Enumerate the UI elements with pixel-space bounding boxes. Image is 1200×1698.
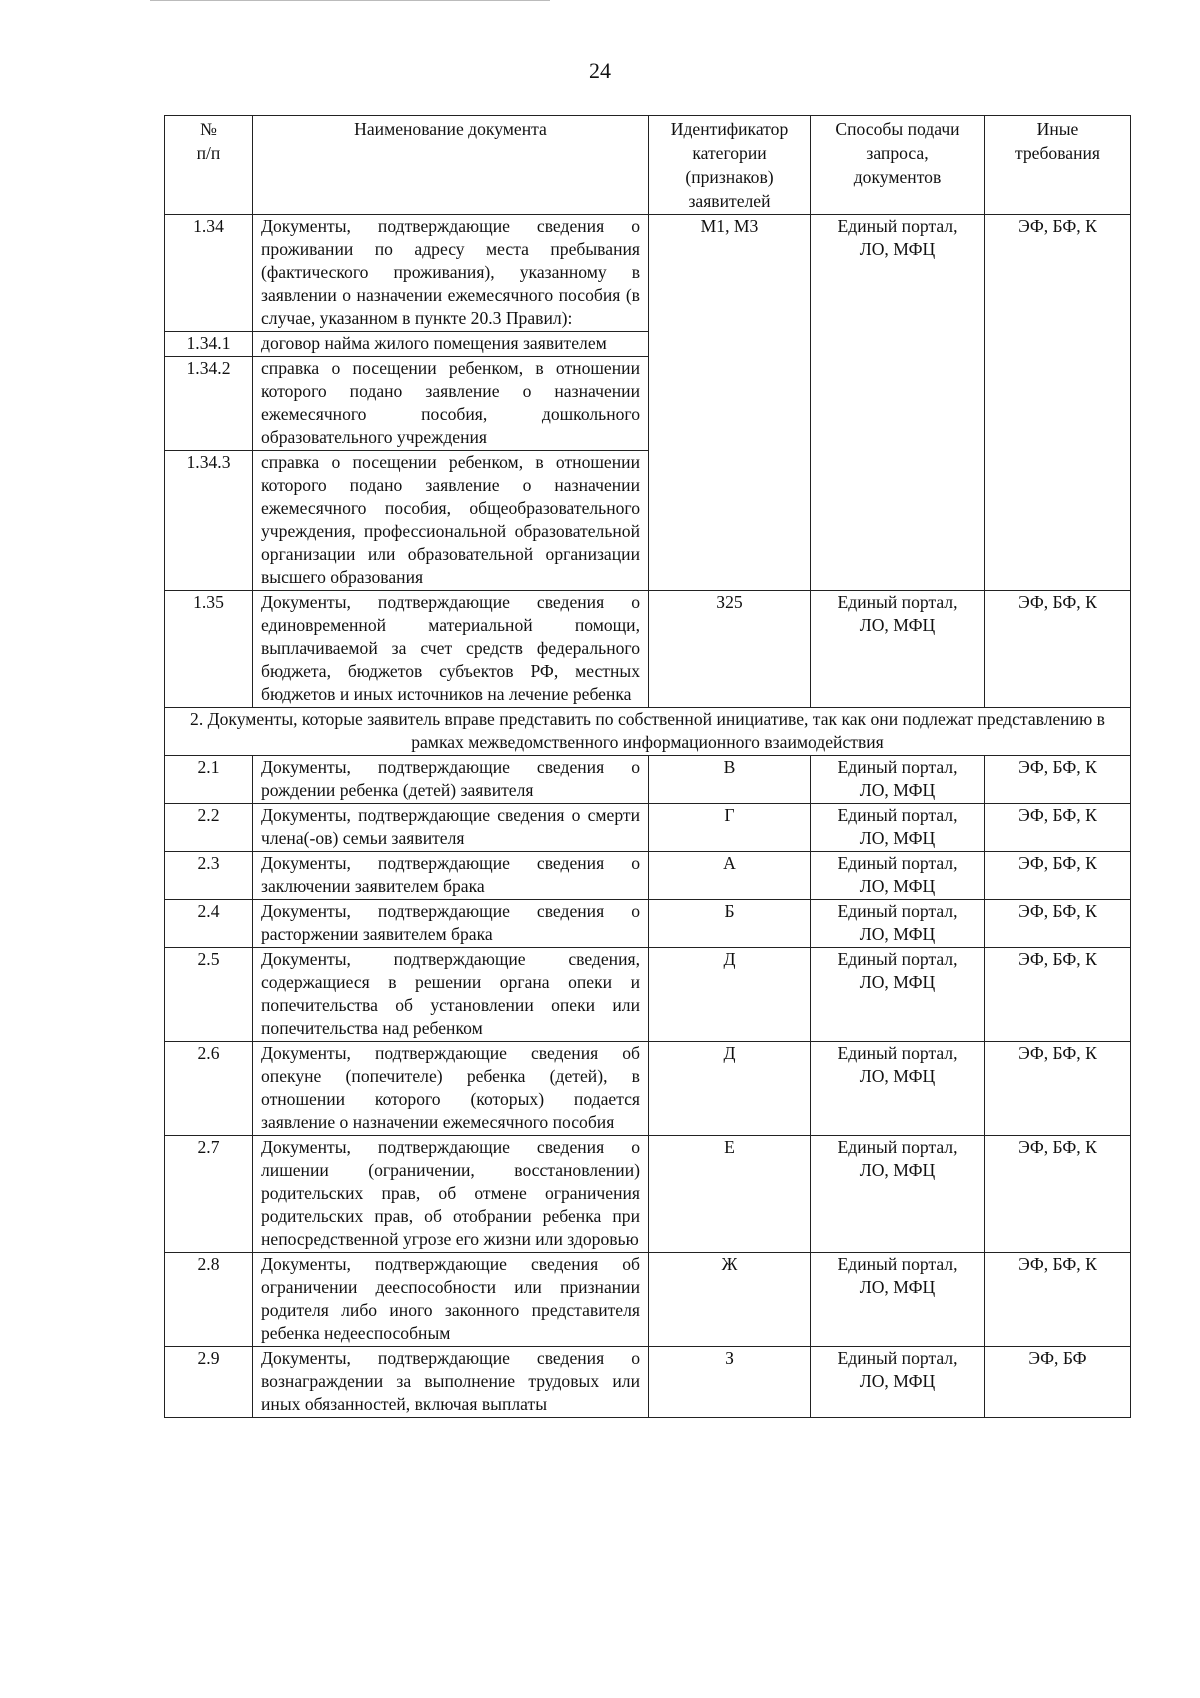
identifier-cell: Д xyxy=(649,948,811,1042)
document-name: Документы, подтверждающие сведения о рождении ребенка (детей) заявителя xyxy=(253,756,649,804)
other-requirements-cell: ЭФ, БФ, К xyxy=(985,1136,1131,1253)
identifier-cell: Г xyxy=(649,804,811,852)
identifier-cell: В xyxy=(649,756,811,804)
document-name: Документы, подтверждающие сведения о вознаграждении за выполнение трудовых или иных обязанностей, включая выплаты xyxy=(253,1347,649,1418)
table-row xyxy=(165,215,1131,332)
other-requirements-cell: ЭФ, БФ, К xyxy=(985,215,1131,591)
document-name: справка о посещении ребенком, в отношении которого подано заявление о назначении ежемесячного пособия, общеобразовательного учреждения, профессиональной образовательной организации или образовательной организации высшего образования xyxy=(253,451,649,591)
document-name: Документы, подтверждающие сведения о проживании по адресу места пребывания (фактического проживания), указанному в заявлении о назначении ежемесячного пособия (в случае, указанном в пункте 20.3 Правил): xyxy=(253,215,649,332)
table-row xyxy=(165,804,1131,852)
row-number: 1.34.1 xyxy=(165,332,253,357)
document-name: Документы, подтверждающие сведения о лишении (ограничении, восстановлении) родительских прав, об отмене ограничения родительских прав, об отобрании ребенка при непосредственной угрозе его жизни или здоровью xyxy=(253,1136,649,1253)
section-2-body xyxy=(165,756,1131,1418)
ways-cell: Единый портал, ЛО, МФЦ xyxy=(811,591,985,708)
ways-cell: Единый портал, ЛО, МФЦ xyxy=(811,900,985,948)
ways-cell: Единый портал, ЛО, МФЦ xyxy=(811,852,985,900)
ways-cell: Единый портал, ЛО, МФЦ xyxy=(811,1253,985,1347)
table-row xyxy=(165,1136,1131,1253)
other-requirements-cell: ЭФ, БФ, К xyxy=(985,1042,1131,1136)
table-row xyxy=(165,900,1131,948)
other-requirements-cell: ЭФ, БФ, К xyxy=(985,948,1131,1042)
header-name: Наименование документа xyxy=(253,116,649,215)
document-name: Документы, подтверждающие сведения о заключении заявителем брака xyxy=(253,852,649,900)
other-requirements-cell: ЭФ, БФ, К xyxy=(985,900,1131,948)
identifier-cell: Д xyxy=(649,1042,811,1136)
header-identifier: Идентификатор категории (признаков) заявителей xyxy=(649,116,811,215)
header-num: № п/п xyxy=(165,116,253,215)
other-requirements-cell: ЭФ, БФ, К xyxy=(985,852,1131,900)
other-requirements-cell: ЭФ, БФ xyxy=(985,1347,1131,1418)
table-header-row xyxy=(165,116,1131,215)
identifier-cell: Е xyxy=(649,1136,811,1253)
document-name: договор найма жилого помещения заявителем xyxy=(253,332,649,357)
other-requirements-cell: ЭФ, БФ, К xyxy=(985,756,1131,804)
row-number: 2.3 xyxy=(165,852,253,900)
identifier-cell: З xyxy=(649,1347,811,1418)
ways-cell: Единый портал, ЛО, МФЦ xyxy=(811,1347,985,1418)
ways-cell: Единый портал, ЛО, МФЦ xyxy=(811,756,985,804)
table-row xyxy=(165,852,1131,900)
identifier-cell: Б xyxy=(649,900,811,948)
page-number: 24 xyxy=(589,58,611,83)
ways-cell: Единый портал, ЛО, МФЦ xyxy=(811,1042,985,1136)
identifier-cell: З25 xyxy=(649,591,811,708)
row-number: 1.34.3 xyxy=(165,451,253,591)
document-name: Документы, подтверждающие сведения, содержащиеся в решении органа опеки и попечительства об установлении опеки или попечительства над ребенком xyxy=(253,948,649,1042)
document-name: справка о посещении ребенком, в отношении которого подано заявление о назначении ежемесячного пособия, дошкольного образовательного учреждения xyxy=(253,357,649,451)
section-heading-row xyxy=(165,708,1131,756)
row-number: 2.5 xyxy=(165,948,253,1042)
ways-cell: Единый портал, ЛО, МФЦ xyxy=(811,1136,985,1253)
document-name: Документы, подтверждающие сведения о расторжении заявителем брака xyxy=(253,900,649,948)
table-row xyxy=(165,948,1131,1042)
table-row xyxy=(165,1253,1131,1347)
other-requirements-cell: ЭФ, БФ, К xyxy=(985,1253,1131,1347)
identifier-cell: Ж xyxy=(649,1253,811,1347)
row-number: 2.1 xyxy=(165,756,253,804)
ways-cell: Единый портал, ЛО, МФЦ xyxy=(811,948,985,1042)
header-other: Иные требования xyxy=(985,116,1131,215)
scan-edge-line xyxy=(150,0,550,1)
row-number: 1.35 xyxy=(165,591,253,708)
other-requirements-cell: ЭФ, БФ, К xyxy=(985,591,1131,708)
row-number: 1.34 xyxy=(165,215,253,332)
table-row xyxy=(165,591,1131,708)
row-number: 2.2 xyxy=(165,804,253,852)
other-requirements-cell: ЭФ, БФ, К xyxy=(985,804,1131,852)
document-name: Документы, подтверждающие сведения об опекуне (попечителе) ребенка (детей), в отношении которого (которых) подается заявление о назначении ежемесячного пособия xyxy=(253,1042,649,1136)
table-row xyxy=(165,1042,1131,1136)
row-number: 2.7 xyxy=(165,1136,253,1253)
table-row xyxy=(165,756,1131,804)
document-name: Документы, подтверждающие сведения о единовременной материальной помощи, выплачиваемой за счет средств федерального бюджета, бюджетов субъектов РФ, местных бюджетов и иных источников на лечение ребенка xyxy=(253,591,649,708)
documents-table xyxy=(164,115,1131,1418)
document-name: Документы, подтверждающие сведения об ограничении дееспособности или признании родителя либо иного законного представителя ребенка недееспособным xyxy=(253,1253,649,1347)
row-number: 2.6 xyxy=(165,1042,253,1136)
header-ways: Способы подачи запроса, документов xyxy=(811,116,985,215)
identifier-cell: А xyxy=(649,852,811,900)
section-2-title: 2. Документы, которые заявитель вправе представить по собственной инициативе, так как они подлежат представлению в рамках межведомственного информационного взаимодействия xyxy=(165,708,1131,756)
identifier-cell: М1, М3 xyxy=(649,215,811,591)
row-number: 2.4 xyxy=(165,900,253,948)
row-number: 2.9 xyxy=(165,1347,253,1418)
table-row xyxy=(165,1347,1131,1418)
row-number: 1.34.2 xyxy=(165,357,253,451)
ways-cell: Единый портал, ЛО, МФЦ xyxy=(811,804,985,852)
ways-cell: Единый портал, ЛО, МФЦ xyxy=(811,215,985,591)
row-number: 2.8 xyxy=(165,1253,253,1347)
document-name: Документы, подтверждающие сведения о смерти члена(-ов) семьи заявителя xyxy=(253,804,649,852)
